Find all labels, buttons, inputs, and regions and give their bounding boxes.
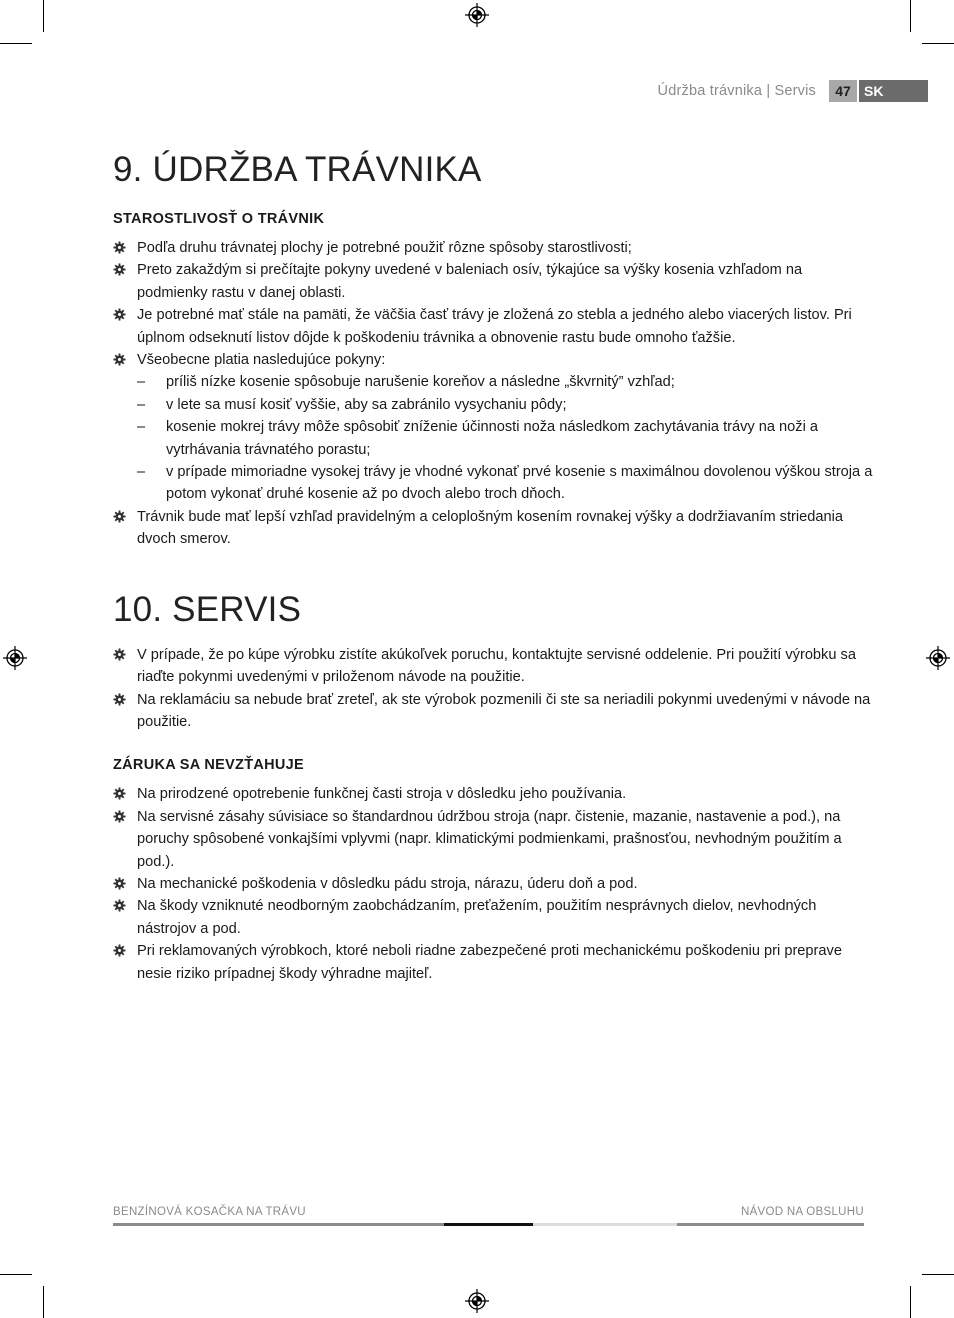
list-item: Podľa druhu trávnatej plochy je potrebné použiť rôzne spôsoby starostlivosti;	[113, 237, 873, 259]
gear-bullet-icon	[113, 899, 126, 912]
dash-item: – príliš nízke kosenie spôsobuje narušenie koreňov a následne „škvrnitý” vzhľad;	[137, 374, 675, 391]
list-item: Je potrebné mať stále na pamäti, že väčšia časť trávy je zložená zo stebla a jedného alebo viacerých listov. Pri úplnom odseknutí listov dôjde k poškodeniu trávnika a obnovenie rastu bude omnoho ťažšie.	[113, 304, 873, 349]
gear-bullet-icon	[113, 648, 126, 661]
registration-mark-icon	[3, 646, 27, 670]
crop-mark	[922, 1274, 954, 1275]
gear-bullet-icon	[113, 693, 126, 706]
dash-item: – kosenie mokrej trávy môže spôsobiť zníženie účinnosti noža následkom zachytávania trávy na noži a vytrhávania trávnatého porastu;	[137, 419, 818, 458]
service-list	[113, 644, 873, 734]
list-item: V prípade, že po kúpe výrobku zistíte akúkoľvek poruchu, kontaktujte servisné oddelenie. Pri použití výrobku sa riaďte pokynmi uvedenými v priloženom návode na použitie.	[113, 644, 873, 689]
dash-item: – v prípade mimoriadne vysokej trávy je vhodné vykonať prvé kosenie s maximálnou dovolenou výškou stroja a potom vykonať druhé kosenie až po dvoch alebo troch dňoch.	[137, 464, 873, 503]
list-item: Na mechanické poškodenia v dôsledku pádu stroja, nárazu, úderu doň a pod.	[113, 873, 873, 895]
crop-mark	[922, 43, 954, 44]
crop-mark	[910, 1286, 911, 1318]
registration-mark-icon	[465, 3, 489, 27]
footer-bar	[677, 1223, 864, 1226]
section-10-title: 10. SERVIS	[113, 589, 302, 629]
dash-item: – v lete sa musí kosiť vyššie, aby sa zabránilo vysychaniu pôdy;	[137, 396, 567, 413]
gear-bullet-icon	[113, 308, 126, 321]
footer-bar	[444, 1223, 533, 1226]
warranty-subheading: ZÁRUKA SA NEVZŤAHUJE	[113, 757, 305, 774]
language-tab: SK	[859, 80, 928, 102]
list-item: Trávnik bude mať lepší vzhľad pravidelným a celoplošným kosením rovnakej výšky a dodržiavaním striedania dvoch smerov.	[113, 506, 873, 551]
lawn-care-subheading: STAROSTLIVOSŤ O TRÁVNIK	[113, 211, 325, 227]
gear-bullet-icon	[113, 877, 126, 890]
footer-manual-title: NÁVOD NA OBSLUHU	[740, 1206, 864, 1218]
list-item: Preto zakaždým si prečítajte pokyny uvedené v baleniach osív, týkajúce sa výšky kosenia vzhľadom na podmienky rastu v danej oblasti.	[113, 259, 873, 304]
list-item: Na reklamáciu sa nebude brať zreteľ, ak ste výrobok pozmenili či ste sa neriadili pokynmi uvedenými v návode na použitie.	[113, 689, 873, 734]
gear-bullet-icon	[113, 944, 126, 957]
list-item: Na škody vzniknuté neodborným zaobchádzaním, preťažením, použitím nesprávnych dielov, nevhodných nástrojov a pod.	[113, 895, 873, 940]
footer-bar	[113, 1223, 444, 1226]
list-item: Všeobecne platia nasledujúce pokyny:	[113, 349, 873, 371]
list-item: Pri reklamovaných výrobkoch, ktoré neboli riadne zabezpečené proti mechanickému poškodeniu pri preprave nesie riziko prípadnej škody výhradne majiteľ.	[113, 940, 873, 985]
gear-bullet-icon	[113, 241, 126, 254]
crop-mark	[0, 43, 32, 44]
lawn-care-list	[113, 237, 873, 551]
gear-bullet-icon	[113, 263, 126, 276]
footer-product-title: BENZÍNOVÁ KOSAČKA NA TRÁVU	[113, 1206, 306, 1218]
page-number: 47	[829, 80, 857, 102]
gear-bullet-icon	[113, 510, 126, 523]
page-content	[113, 150, 873, 985]
registration-mark-icon	[926, 646, 950, 670]
gear-bullet-icon	[113, 787, 126, 800]
crop-mark	[910, 0, 911, 32]
crop-mark	[0, 1274, 32, 1275]
gear-bullet-icon	[113, 810, 126, 823]
page-header	[600, 80, 928, 102]
gear-bullet-icon	[113, 353, 126, 366]
warranty-list	[113, 783, 873, 985]
list-item: Na servisné zásahy súvisiace so štandardnou údržbou stroja (napr. čistenie, mazanie, nastavenie a pod.), na poruchy spôsobené vonkajšími vplyvmi (napr. klimatickými podmienkami, prašnosťou, nevhodným použitím a pod.).	[113, 806, 873, 873]
list-item: Na prirodzené opotrebenie funkčnej časti stroja v dôsledku jeho používania.	[113, 783, 873, 805]
section-9-title: 9. ÚDRŽBA TRÁVNIKA	[113, 150, 482, 189]
running-title: Údržba trávnika | Servis	[657, 83, 816, 99]
crop-mark	[43, 1286, 44, 1318]
crop-mark	[43, 0, 44, 32]
registration-mark-icon	[465, 1289, 489, 1313]
footer-bar	[533, 1223, 677, 1226]
